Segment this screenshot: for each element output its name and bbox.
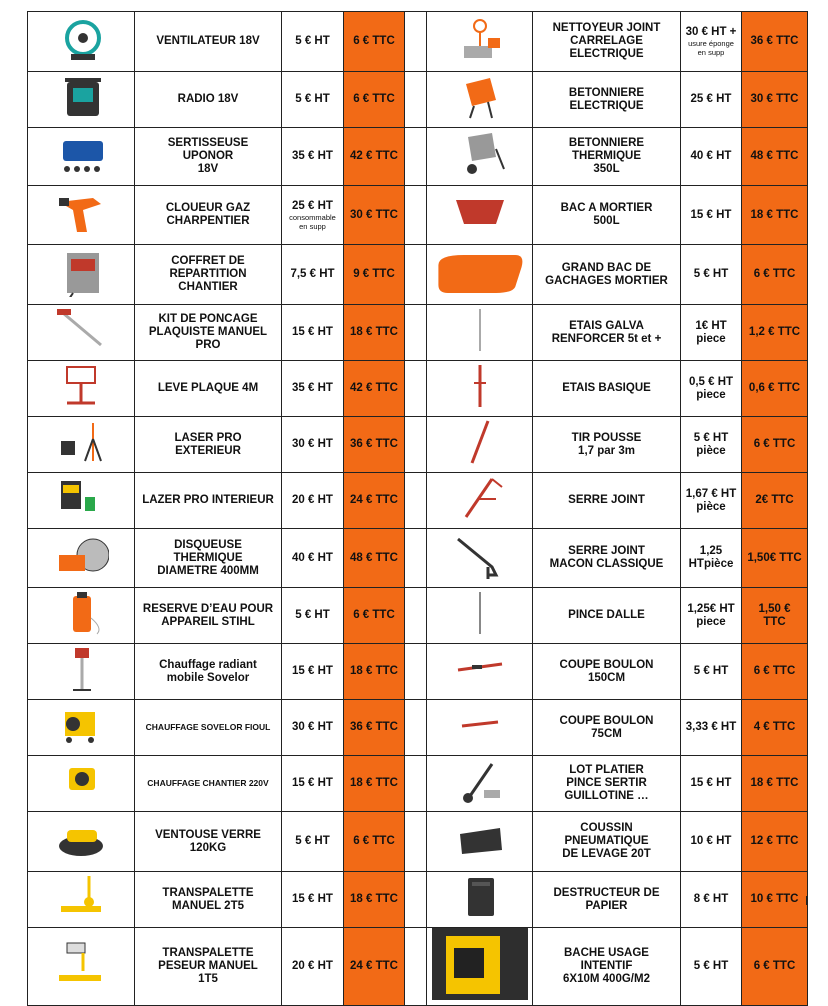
laser-tripod-image	[28, 417, 135, 473]
price-ttc	[742, 928, 808, 1006]
price-ttc	[742, 756, 808, 812]
product-name-text: BETONNIERE THERMIQUE 350L	[568, 137, 645, 175]
price-ht	[282, 473, 344, 529]
price-ht-text: 5 € HT	[693, 960, 729, 972]
product-name-text: TIR POUSSE 1,7 par 3m	[571, 431, 642, 457]
price-ttc-text: 9 € TTC	[353, 268, 395, 280]
radio-image	[28, 72, 135, 128]
price-ttc-text: 18 € TTC	[750, 208, 799, 221]
product-name-text: PINCE DALLE	[568, 609, 645, 621]
price-ttc	[344, 417, 405, 473]
product-name	[135, 186, 282, 245]
price-ttc	[742, 305, 808, 361]
product-name-text: LOT PLATIER PINCE SERTIR GUILLOTINE …	[564, 764, 649, 802]
price-ttc	[344, 72, 405, 128]
price-ttc-text: 42 € TTC	[350, 382, 398, 394]
price-ttc-text: 10 € TTC	[750, 893, 799, 905]
price-ht	[681, 700, 742, 756]
price-ht	[282, 756, 344, 812]
product-name	[533, 72, 681, 128]
price-ttc-text: 48 € TTC	[350, 551, 398, 564]
price-ht	[681, 72, 742, 128]
price-ttc-text: 0,6 € TTC	[748, 382, 801, 394]
price-ttc-text: 30 € TTC	[750, 93, 799, 105]
price-ht-text: 30 € HT +	[685, 26, 737, 38]
product-name	[135, 756, 282, 812]
price-ht	[681, 128, 742, 186]
column-gap	[405, 644, 427, 700]
price-ht	[681, 756, 742, 812]
bolt-cutter-icon	[427, 644, 532, 699]
price-ht	[282, 12, 344, 72]
price-ht-text: 10 € HT	[690, 835, 732, 847]
cut-off-saw-image	[28, 529, 135, 588]
price-ht	[681, 473, 742, 529]
product-name	[533, 928, 681, 1006]
price-ttc-text: 6 € TTC	[753, 960, 796, 972]
column-gap	[405, 245, 427, 305]
price-ht	[282, 128, 344, 186]
product-name	[135, 361, 282, 417]
product-name-text: BACHE USAGE INTENTIF 6X10M 400G/M2	[563, 947, 650, 985]
fan-image	[28, 12, 135, 72]
price-ht	[681, 529, 742, 588]
price-ht	[681, 644, 742, 700]
price-ttc	[742, 72, 808, 128]
product-name-text: LAZER PRO INTERIEUR	[142, 494, 274, 506]
price-ttc-text: 1,2 € TTC	[748, 326, 801, 338]
price-note: consommable en supp	[289, 212, 336, 231]
product-name-text: CLOUEUR GAZ CHARPENTIER	[165, 202, 251, 227]
price-ht	[681, 928, 742, 1006]
column-gap	[405, 529, 427, 588]
oil-heater-image	[28, 700, 135, 756]
price-ttc	[742, 245, 808, 305]
price-ttc	[344, 128, 405, 186]
product-name	[533, 417, 681, 473]
fan-icon	[28, 14, 134, 69]
price-ttc	[742, 128, 808, 186]
price-ht-text: 8 € HT	[693, 893, 729, 905]
lifting-cushion-icon	[427, 814, 532, 869]
price-ttc	[742, 812, 808, 872]
column-gap	[405, 812, 427, 872]
basic-prop-icon	[427, 361, 532, 416]
price-ht-text: 1,67 € HT pièce	[685, 487, 737, 513]
nail-gun-icon	[28, 188, 134, 243]
price-ht-text: 25 € HT	[690, 93, 732, 105]
product-name	[533, 756, 681, 812]
price-ht-text: 20 € HT	[292, 960, 333, 972]
product-name-text: DESTRUCTEUR DE PAPIER	[553, 886, 660, 912]
product-name-text: NETTOYEUR JOINT CARRELAGE ELECTRIQUE	[552, 22, 661, 60]
price-ttc	[742, 12, 808, 72]
product-name	[533, 128, 681, 186]
rental-price-table	[27, 11, 808, 1006]
price-ht	[681, 812, 742, 872]
water-tank-icon	[28, 588, 134, 643]
electric-heater-icon	[28, 756, 134, 811]
product-name	[135, 529, 282, 588]
price-ht-text: 7,5 € HT	[290, 268, 335, 280]
product-name	[135, 305, 282, 361]
price-ht	[282, 700, 344, 756]
slab-clamp-image	[427, 588, 533, 644]
product-name-text: TRANSPALETTE MANUEL 2T5	[162, 886, 254, 912]
price-ht-text: 0,5 € HT piece	[688, 375, 734, 401]
column-gap	[405, 186, 427, 245]
product-name	[533, 245, 681, 305]
table-row	[28, 756, 808, 812]
product-name	[533, 361, 681, 417]
mixing-tray-icon	[427, 247, 532, 302]
price-ttc	[344, 644, 405, 700]
price-ttc-text: 6 € TTC	[753, 438, 796, 450]
clamp-icon	[427, 473, 532, 528]
price-ht	[681, 245, 742, 305]
column-gap	[405, 700, 427, 756]
price-ttc	[742, 644, 808, 700]
push-pull-prop-image	[427, 417, 533, 473]
thermal-mixer-icon	[427, 129, 532, 184]
table-row	[28, 529, 808, 588]
product-name	[135, 700, 282, 756]
price-ht-text: 5 € HT pièce	[693, 431, 729, 457]
crimping-tool-image	[28, 128, 135, 186]
price-ttc-text: 18 € TTC	[350, 326, 398, 338]
product-name-text: SERRE JOINT MACON CLASSIQUE	[549, 545, 664, 570]
electric-heater-image	[28, 756, 135, 812]
column-gap	[405, 12, 427, 72]
price-ttc-text: 36 € TTC	[350, 438, 398, 450]
crimping-tool-icon	[28, 129, 134, 184]
panel-lift-image	[28, 361, 135, 417]
basic-prop-image	[427, 361, 533, 417]
product-name-text: SERTISSEUSE UPONOR 18V	[167, 137, 249, 175]
water-tank-image	[28, 588, 135, 644]
product-name	[533, 644, 681, 700]
product-name-text: GRAND BAC DE GACHAGES MORTIER	[545, 261, 668, 287]
product-name	[533, 12, 681, 72]
price-ht	[681, 361, 742, 417]
mixing-tray-image	[427, 245, 533, 305]
product-name-text: VENTILATEUR 18V	[156, 35, 260, 47]
price-ttc	[344, 928, 405, 1006]
price-ttc-text: 42 € TTC	[350, 150, 398, 162]
price-ht-text: 20 € HT	[292, 494, 333, 506]
price-ttc-text: 30 € TTC	[350, 208, 398, 221]
product-name-text: CHAUFFAGE SOVELOR FIOUL	[145, 722, 271, 732]
price-ht-text: 35 € HT	[292, 382, 333, 394]
price-ht	[681, 588, 742, 644]
distribution-box-image	[28, 245, 135, 305]
price-ttc-text: 6 € TTC	[353, 35, 395, 47]
price-ttc-text: 6 € TTC	[753, 665, 796, 677]
column-gap	[405, 473, 427, 529]
price-ttc	[742, 417, 808, 473]
price-ttc	[344, 12, 405, 72]
mason-clamp-image	[427, 529, 533, 588]
column-gap	[405, 72, 427, 128]
product-name-text: Chauffage radiant mobile Sovelor	[159, 658, 257, 684]
column-gap	[405, 417, 427, 473]
price-ttc	[344, 529, 405, 588]
price-ttc-text: 1,50€ TTC	[747, 551, 802, 564]
price-ht-text: 30 € HT	[292, 438, 333, 450]
table-row	[28, 812, 808, 872]
price-ht	[282, 361, 344, 417]
product-name-text: TRANSPALETTE PESEUR MANUEL 1T5	[158, 947, 258, 985]
mason-clamp-icon	[427, 531, 532, 586]
price-ttc	[344, 245, 405, 305]
tarp-icon	[427, 928, 532, 1005]
table-row	[28, 417, 808, 473]
glass-suction-image	[28, 812, 135, 872]
product-name-text: LASER PRO EXTERIEUR	[174, 431, 242, 457]
table-row	[28, 700, 808, 756]
column-gap	[405, 305, 427, 361]
price-ttc-text: 18 € TTC	[750, 777, 799, 789]
price-ht	[282, 305, 344, 361]
galvanized-prop-icon	[427, 305, 532, 360]
price-ht-text: 15 € HT	[690, 777, 732, 789]
price-ht-text: 3,33 € HT	[685, 721, 737, 733]
price-ttc-text: 6 € TTC	[353, 835, 395, 847]
plasterer-tools-icon	[427, 756, 532, 811]
price-ht	[282, 529, 344, 588]
price-ttc	[742, 473, 808, 529]
price-note: usure éponge en supp	[688, 39, 734, 57]
laser-kit-icon	[28, 473, 134, 528]
price-ht-text: 40 € HT	[690, 150, 732, 162]
product-name-text: DISQUEUSE THERMIQUE DIAMETRE 400MM	[157, 538, 259, 577]
price-ttc-text: 2€ TTC	[755, 494, 794, 506]
price-ttc-text: 24 € TTC	[350, 494, 398, 506]
price-ht-text: 15 € HT	[690, 208, 732, 221]
tile-cleaner-image	[427, 12, 533, 72]
product-name-text: ETAIS BASIQUE	[562, 382, 651, 394]
price-ttc-text: 1,50 € TTC	[758, 602, 791, 628]
glass-suction-icon	[28, 814, 134, 869]
product-name	[135, 644, 282, 700]
nail-gun-image	[28, 186, 135, 245]
product-name	[533, 588, 681, 644]
product-name-text: RESERVE D’EAU POUR APPAREIL STIHL	[142, 602, 274, 628]
price-ttc	[742, 186, 808, 245]
table-row	[28, 128, 808, 186]
price-ht	[282, 72, 344, 128]
price-ht-text: 40 € HT	[292, 551, 333, 564]
price-ttc	[742, 588, 808, 644]
price-ht-text: 1€ HT piece	[695, 319, 727, 345]
product-name-text: CHAUFFAGE CHANTIER 220V	[147, 778, 269, 788]
price-ht	[282, 644, 344, 700]
price-ttc	[344, 812, 405, 872]
price-ttc-text: 36 € TTC	[350, 721, 398, 733]
product-name	[135, 417, 282, 473]
product-name-text: BETONNIERE ELECTRIQUE	[568, 86, 645, 112]
price-ttc-text: 18 € TTC	[350, 777, 398, 789]
price-ttc-text: 18 € TTC	[350, 893, 398, 905]
product-name-text: COUPE BOULON 150CM	[559, 658, 654, 684]
price-ht-text: 5 € HT	[295, 835, 330, 847]
table-row	[28, 588, 808, 644]
product-name	[135, 128, 282, 186]
product-name	[135, 812, 282, 872]
product-name	[135, 928, 282, 1006]
weighing-pallet-truck-image	[28, 928, 135, 1006]
price-ttc	[344, 756, 405, 812]
table-row	[28, 473, 808, 529]
product-name-text: LEVE PLAQUE 4M	[157, 382, 259, 394]
product-name	[135, 72, 282, 128]
product-name	[533, 473, 681, 529]
oil-heater-icon	[28, 700, 134, 755]
product-name-text: SERRE JOINT	[568, 494, 645, 506]
push-pull-prop-icon	[427, 417, 532, 472]
price-ht-text: 1,25 HTpièce	[688, 545, 734, 570]
price-ttc-text: 6 € TTC	[753, 268, 796, 280]
laser-kit-image	[28, 473, 135, 529]
radiant-heater-icon	[28, 644, 134, 699]
price-ttc	[344, 305, 405, 361]
sanding-pole-image	[28, 305, 135, 361]
column-gap	[405, 928, 427, 1006]
product-name-text: COFFRET DE REPARTITION CHANTIER	[169, 255, 247, 293]
product-name	[135, 473, 282, 529]
laser-tripod-icon	[28, 417, 134, 472]
price-ttc	[742, 700, 808, 756]
price-ttc	[344, 186, 405, 245]
table-row	[28, 186, 808, 245]
product-name	[135, 245, 282, 305]
price-ht-text: 5 € HT	[295, 609, 330, 621]
galvanized-prop-image	[427, 305, 533, 361]
price-ht	[681, 305, 742, 361]
column-gap	[405, 756, 427, 812]
price-ht-text: 35 € HT	[292, 150, 333, 162]
radiant-heater-image	[28, 644, 135, 700]
price-ttc-text: 36 € TTC	[750, 35, 799, 47]
price-ht	[282, 245, 344, 305]
radio-icon	[28, 72, 134, 127]
sanding-pole-icon	[28, 305, 134, 360]
product-name	[135, 588, 282, 644]
price-ttc	[742, 361, 808, 417]
table-row	[28, 644, 808, 700]
price-ttc	[344, 473, 405, 529]
table-row	[28, 928, 808, 1006]
price-ht-text: 30 € HT	[292, 721, 333, 733]
table-row	[28, 361, 808, 417]
slab-clamp-icon	[427, 588, 532, 643]
mortar-tub-image	[427, 186, 533, 245]
price-ht-text: 25 € HT	[292, 199, 333, 212]
price-ht	[681, 186, 742, 245]
thermal-mixer-image	[427, 128, 533, 186]
electric-mixer-image	[427, 72, 533, 128]
product-name-text: ETAIS GALVA RENFORCER 5t et +	[551, 319, 662, 345]
column-gap	[405, 128, 427, 186]
tarp-image	[427, 928, 533, 1006]
product-name-text: COUSSIN PNEUMATIQUE DE LEVAGE 20T	[562, 822, 651, 860]
price-ht	[282, 812, 344, 872]
price-ht-text: 1,25€ HT piece	[687, 602, 735, 628]
table-bottom-border	[27, 896, 807, 905]
price-ht-text: 5 € HT	[295, 35, 330, 47]
plasterer-tools-image	[427, 756, 533, 812]
price-ttc	[742, 529, 808, 588]
price-ttc-text: 48 € TTC	[750, 150, 799, 162]
price-ttc-text: 24 € TTC	[350, 960, 398, 972]
price-ttc	[344, 700, 405, 756]
weighing-pallet-truck-icon	[28, 939, 134, 994]
price-ht-text: 15 € HT	[292, 893, 333, 905]
price-ttc-text: 4 € TTC	[753, 721, 796, 733]
price-ht	[282, 417, 344, 473]
price-ttc-text: 18 € TTC	[350, 665, 398, 677]
distribution-box-icon	[28, 247, 134, 302]
table-row	[28, 12, 808, 72]
product-name-text: RADIO 18V	[177, 93, 239, 105]
small-bolt-cutter-image	[427, 700, 533, 756]
price-ht-text: 5 € HT	[295, 93, 330, 105]
table-row	[28, 305, 808, 361]
price-ht-text: 5 € HT	[693, 665, 729, 677]
price-ht	[282, 588, 344, 644]
cut-off-saw-icon	[28, 531, 134, 586]
small-bolt-cutter-icon	[427, 700, 532, 755]
price-ttc	[344, 588, 405, 644]
product-name	[533, 529, 681, 588]
product-name	[533, 305, 681, 361]
product-name-text: BAC A MORTIER 500L	[560, 202, 653, 227]
lifting-cushion-image	[427, 812, 533, 872]
price-ht	[681, 417, 742, 473]
product-name	[533, 186, 681, 245]
electric-mixer-icon	[427, 72, 532, 127]
table-row	[28, 72, 808, 128]
clamp-image	[427, 473, 533, 529]
price-ht-text: 5 € HT	[693, 268, 729, 280]
price-ht	[681, 12, 742, 72]
panel-lift-icon	[28, 361, 134, 416]
product-name	[533, 700, 681, 756]
table-row	[28, 245, 808, 305]
price-ht	[282, 928, 344, 1006]
price-ht-text: 15 € HT	[292, 665, 333, 677]
price-ht	[282, 186, 344, 245]
product-name-text: VENTOUSE VERRE 120KG	[155, 828, 261, 854]
product-name	[533, 812, 681, 872]
price-ttc-text: 6 € TTC	[353, 93, 395, 105]
product-name	[135, 12, 282, 72]
column-gap	[405, 588, 427, 644]
price-ht-text: 15 € HT	[292, 777, 333, 789]
bolt-cutter-image	[427, 644, 533, 700]
price-ttc	[344, 361, 405, 417]
column-gap	[405, 361, 427, 417]
product-name-text: KIT DE PONCAGE PLAQUISTE MANUEL PRO	[148, 313, 268, 351]
mortar-tub-icon	[427, 188, 532, 243]
product-name-text: COUPE BOULON 75CM	[559, 714, 654, 740]
price-ttc-text: 6 € TTC	[353, 609, 395, 621]
price-ttc-text: 12 € TTC	[750, 835, 799, 847]
price-ht-text: 15 € HT	[292, 326, 333, 338]
tile-cleaner-icon	[427, 14, 532, 69]
